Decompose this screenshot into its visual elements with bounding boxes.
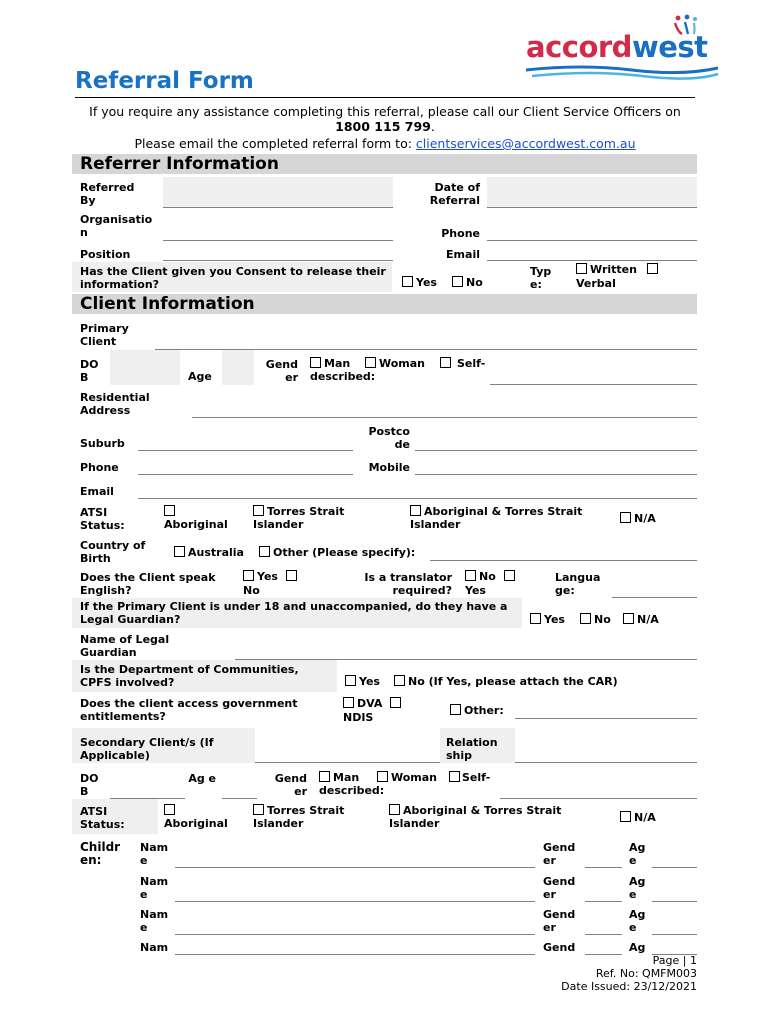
written-label: Written (590, 263, 637, 276)
child2-age-field[interactable] (652, 901, 697, 902)
country-other-label: Other (Please specify): (273, 546, 416, 559)
label-age: Age (188, 370, 212, 383)
date-of-referral-field[interactable] (487, 177, 697, 207)
secondary-client-field[interactable] (255, 762, 440, 763)
label-referrer-phone: Phone (441, 227, 480, 240)
intro-email-line (75, 136, 695, 151)
footer-date: Date Issued: 23/12/2021 (561, 980, 697, 993)
speak-english-question: Does the Client speak English? (80, 571, 216, 597)
consent-no-checkbox[interactable] (452, 276, 483, 289)
page-title: Referral Form (75, 68, 254, 94)
consent-yes-checkbox[interactable] (402, 276, 437, 289)
client-email-field[interactable] (138, 498, 697, 499)
logo-wordmark (526, 30, 708, 64)
guardian-na-checkbox[interactable] (623, 613, 659, 626)
english-yes-checkbox[interactable] (243, 570, 300, 583)
mobile-field[interactable] (415, 474, 697, 475)
client-phone-field[interactable] (138, 474, 353, 475)
label-position: Position (80, 248, 131, 261)
legal-guardian-field[interactable] (235, 659, 697, 660)
country-other-field[interactable] (430, 560, 697, 561)
secondary-age-field[interactable] (222, 798, 257, 799)
child1-name-label: Nam e (140, 841, 169, 867)
dva-checkbox[interactable] (343, 697, 404, 710)
entitlement-other-checkbox[interactable] (450, 704, 504, 717)
label-relationship: Relation ship (446, 736, 498, 762)
referrer-phone-field[interactable] (487, 240, 697, 241)
label-atsi-status: ATSI Status: (80, 506, 125, 532)
secondary-torres-label: Torres Strait Islander (253, 804, 345, 830)
child3-name-field[interactable] (175, 934, 535, 935)
cpfs-no-label: No (If Yes, please attach the CAR) (408, 675, 618, 688)
english-yes-label: Yes (257, 570, 278, 583)
atsi-torres-checkbox[interactable] (253, 505, 373, 531)
label-residential-address: Residential Address (80, 391, 150, 417)
logo-west: west (631, 30, 708, 64)
secondary-dob-field[interactable] (110, 798, 185, 799)
gender-self-label: Self-described: (310, 357, 486, 383)
label-postcode: Postco de (368, 425, 410, 451)
child3-gender-field[interactable] (585, 934, 622, 935)
label-client-phone: Phone (80, 461, 119, 474)
guardian-yes-checkbox[interactable] (530, 613, 565, 626)
suburb-field[interactable] (138, 450, 353, 451)
intro-line1: If you require any assistance completing this referral, please call our Client Service Officers on (89, 104, 681, 119)
label-secondary-gender: Gend er (274, 772, 307, 798)
written-checkbox[interactable] (576, 263, 661, 276)
secondary-both-label: Aboriginal & Torres Strait Islander (389, 804, 562, 830)
referred-by-field[interactable] (163, 177, 393, 207)
cpfs-yes-label: Yes (359, 675, 380, 688)
cpfs-question: Is the Department of Communities, CPFS involved? (80, 663, 299, 689)
label-referred-by: Referred By (80, 181, 135, 207)
dob-field[interactable] (110, 350, 180, 385)
label-language: Langua ge: (555, 571, 601, 597)
label-primary-client: Primary Client (80, 322, 129, 348)
child3-age-label: Ag e (629, 908, 646, 934)
guardian-yes-label: Yes (544, 613, 565, 626)
organisation-field[interactable] (163, 240, 393, 241)
label-date-of-referral: Date of Referral (429, 181, 480, 207)
footer-page: Page | 1 (652, 954, 697, 967)
referrer-email-field[interactable] (487, 260, 697, 261)
label-mobile: Mobile (368, 461, 410, 474)
translator-yes-label: Yes (465, 584, 486, 597)
country-australia-label: Australia (188, 546, 244, 559)
section-referrer: Referrer Information (72, 154, 697, 174)
translator-question: Is a translator required? (364, 571, 452, 597)
atsi-na-checkbox[interactable] (620, 512, 656, 525)
secondary-aboriginal-checkbox[interactable] (164, 804, 244, 830)
consent-no-label: No (466, 276, 483, 289)
child1-name-field[interactable] (175, 867, 535, 868)
secondary-self-label: Self-described: (319, 771, 491, 797)
logo-waves-icon (522, 64, 722, 82)
label-client-email: Email (80, 485, 114, 498)
atsi-both-checkbox[interactable] (410, 505, 610, 531)
child4-name-field[interactable] (175, 954, 535, 955)
rule (163, 207, 393, 208)
self-described-field[interactable] (490, 384, 697, 385)
child2-name-field[interactable] (175, 901, 535, 902)
child3-gender-label: Gend er (543, 908, 576, 934)
language-field[interactable] (612, 597, 697, 598)
english-no-label: No (243, 584, 260, 597)
title-rule (75, 97, 695, 98)
secondary-aboriginal-label: Aboriginal (164, 817, 228, 830)
child3-name-label: Nam e (140, 908, 169, 934)
phone-suffix: . (430, 119, 435, 134)
position-field[interactable] (163, 260, 393, 261)
atsi-aboriginal-checkbox[interactable] (164, 505, 244, 531)
ndis-label: NDIS (343, 711, 374, 724)
label-secondary-clients: Secondary Client/s (If Applicable) (80, 736, 214, 762)
service-email-link[interactable]: clientservices@accordwest.com.au (415, 136, 636, 151)
logo-accord: accord (526, 30, 632, 64)
label-secondary-dob: DO B (80, 772, 99, 798)
atsi-aboriginal-label: Aboriginal (164, 518, 228, 531)
entitlement-other-label: Other: (464, 704, 504, 717)
guardian-na-label: N/A (637, 613, 659, 626)
age-field[interactable] (222, 350, 254, 385)
email-prefix: Please email the completed referral form to: (134, 136, 416, 151)
child4-age-label: Ag (629, 941, 646, 954)
label-legal-guardian: Name of Legal Guardian (80, 633, 170, 659)
gender-man-label: Man (324, 357, 351, 370)
gender-woman-label: Woman (379, 357, 426, 370)
entitlement-other-field[interactable] (515, 718, 697, 719)
country-other-checkbox[interactable] (259, 546, 415, 559)
child2-name-label: Nam e (140, 875, 169, 901)
entitlements-question: Does the client access government entitlements? (80, 697, 298, 723)
secondary-na-label: N/A (634, 811, 656, 824)
verbal-label: Verbal (576, 277, 616, 290)
consent-yes-label: Yes (416, 276, 437, 289)
label-dob: DO B (80, 358, 99, 384)
translator-no-checkbox[interactable] (465, 570, 518, 583)
intro-phone-line (75, 119, 695, 134)
consent-question: Has the Client given you Consent to release their information? (80, 265, 386, 291)
section-client: Client Information (72, 294, 697, 314)
translator-no-label: No (479, 570, 496, 583)
child1-gender-label: Gend er (543, 841, 576, 867)
label-referrer-email: Email (446, 248, 480, 261)
child3-age-field[interactable] (652, 934, 697, 935)
label-organisation: Organisatio n (80, 213, 153, 239)
label-consent-type: Typ e: (530, 265, 552, 291)
cpfs-yes-checkbox[interactable] (345, 675, 380, 688)
label-children: Childr en: (80, 840, 121, 867)
child2-age-label: Ag e (629, 875, 646, 901)
logo (522, 14, 722, 84)
secondary-self-field[interactable] (500, 798, 697, 799)
service-phone: 1800 115 799 (335, 119, 431, 134)
footer-ref: Ref. No: QMFM003 (595, 967, 697, 980)
dva-label: DVA (357, 697, 383, 710)
child4-name-label: Nam (140, 941, 169, 954)
under18-question: If the Primary Client is under 18 and unaccompanied, do they have a Legal Guardian? (80, 600, 508, 626)
atsi-both-label: Aboriginal & Torres Strait Islander (410, 505, 583, 531)
label-gender: Gend er (265, 358, 298, 384)
label-country-of-birth: Country of Birth (80, 539, 146, 565)
child2-gender-label: Gend er (543, 875, 576, 901)
relationship-field[interactable] (515, 762, 697, 763)
label-suburb: Suburb (80, 437, 125, 450)
guardian-no-label: No (594, 613, 611, 626)
postcode-field[interactable] (415, 450, 697, 451)
label-secondary-atsi: ATSI Status: (80, 805, 125, 831)
atsi-na-label: N/A (634, 512, 656, 525)
guardian-no-checkbox[interactable] (580, 613, 611, 626)
residential-address-field[interactable] (192, 417, 697, 418)
child2-gender-field[interactable] (585, 901, 622, 902)
rule (487, 207, 697, 208)
cpfs-no-checkbox[interactable] (394, 675, 618, 688)
child4-gender-label: Gend (543, 941, 576, 954)
secondary-man-label: Man (333, 771, 360, 784)
atsi-torres-label: Torres Strait Islander (253, 505, 345, 531)
secondary-torres-checkbox[interactable] (253, 804, 373, 830)
secondary-woman-label: Woman (391, 771, 438, 784)
child1-age-field[interactable] (652, 867, 697, 868)
label-secondary-age: Ag e (188, 772, 216, 785)
secondary-both-checkbox[interactable] (389, 804, 589, 830)
child1-age-label: Ag e (629, 841, 646, 867)
secondary-na-checkbox[interactable] (620, 811, 656, 824)
child1-gender-field[interactable] (585, 867, 622, 868)
country-australia-checkbox[interactable] (174, 546, 244, 559)
